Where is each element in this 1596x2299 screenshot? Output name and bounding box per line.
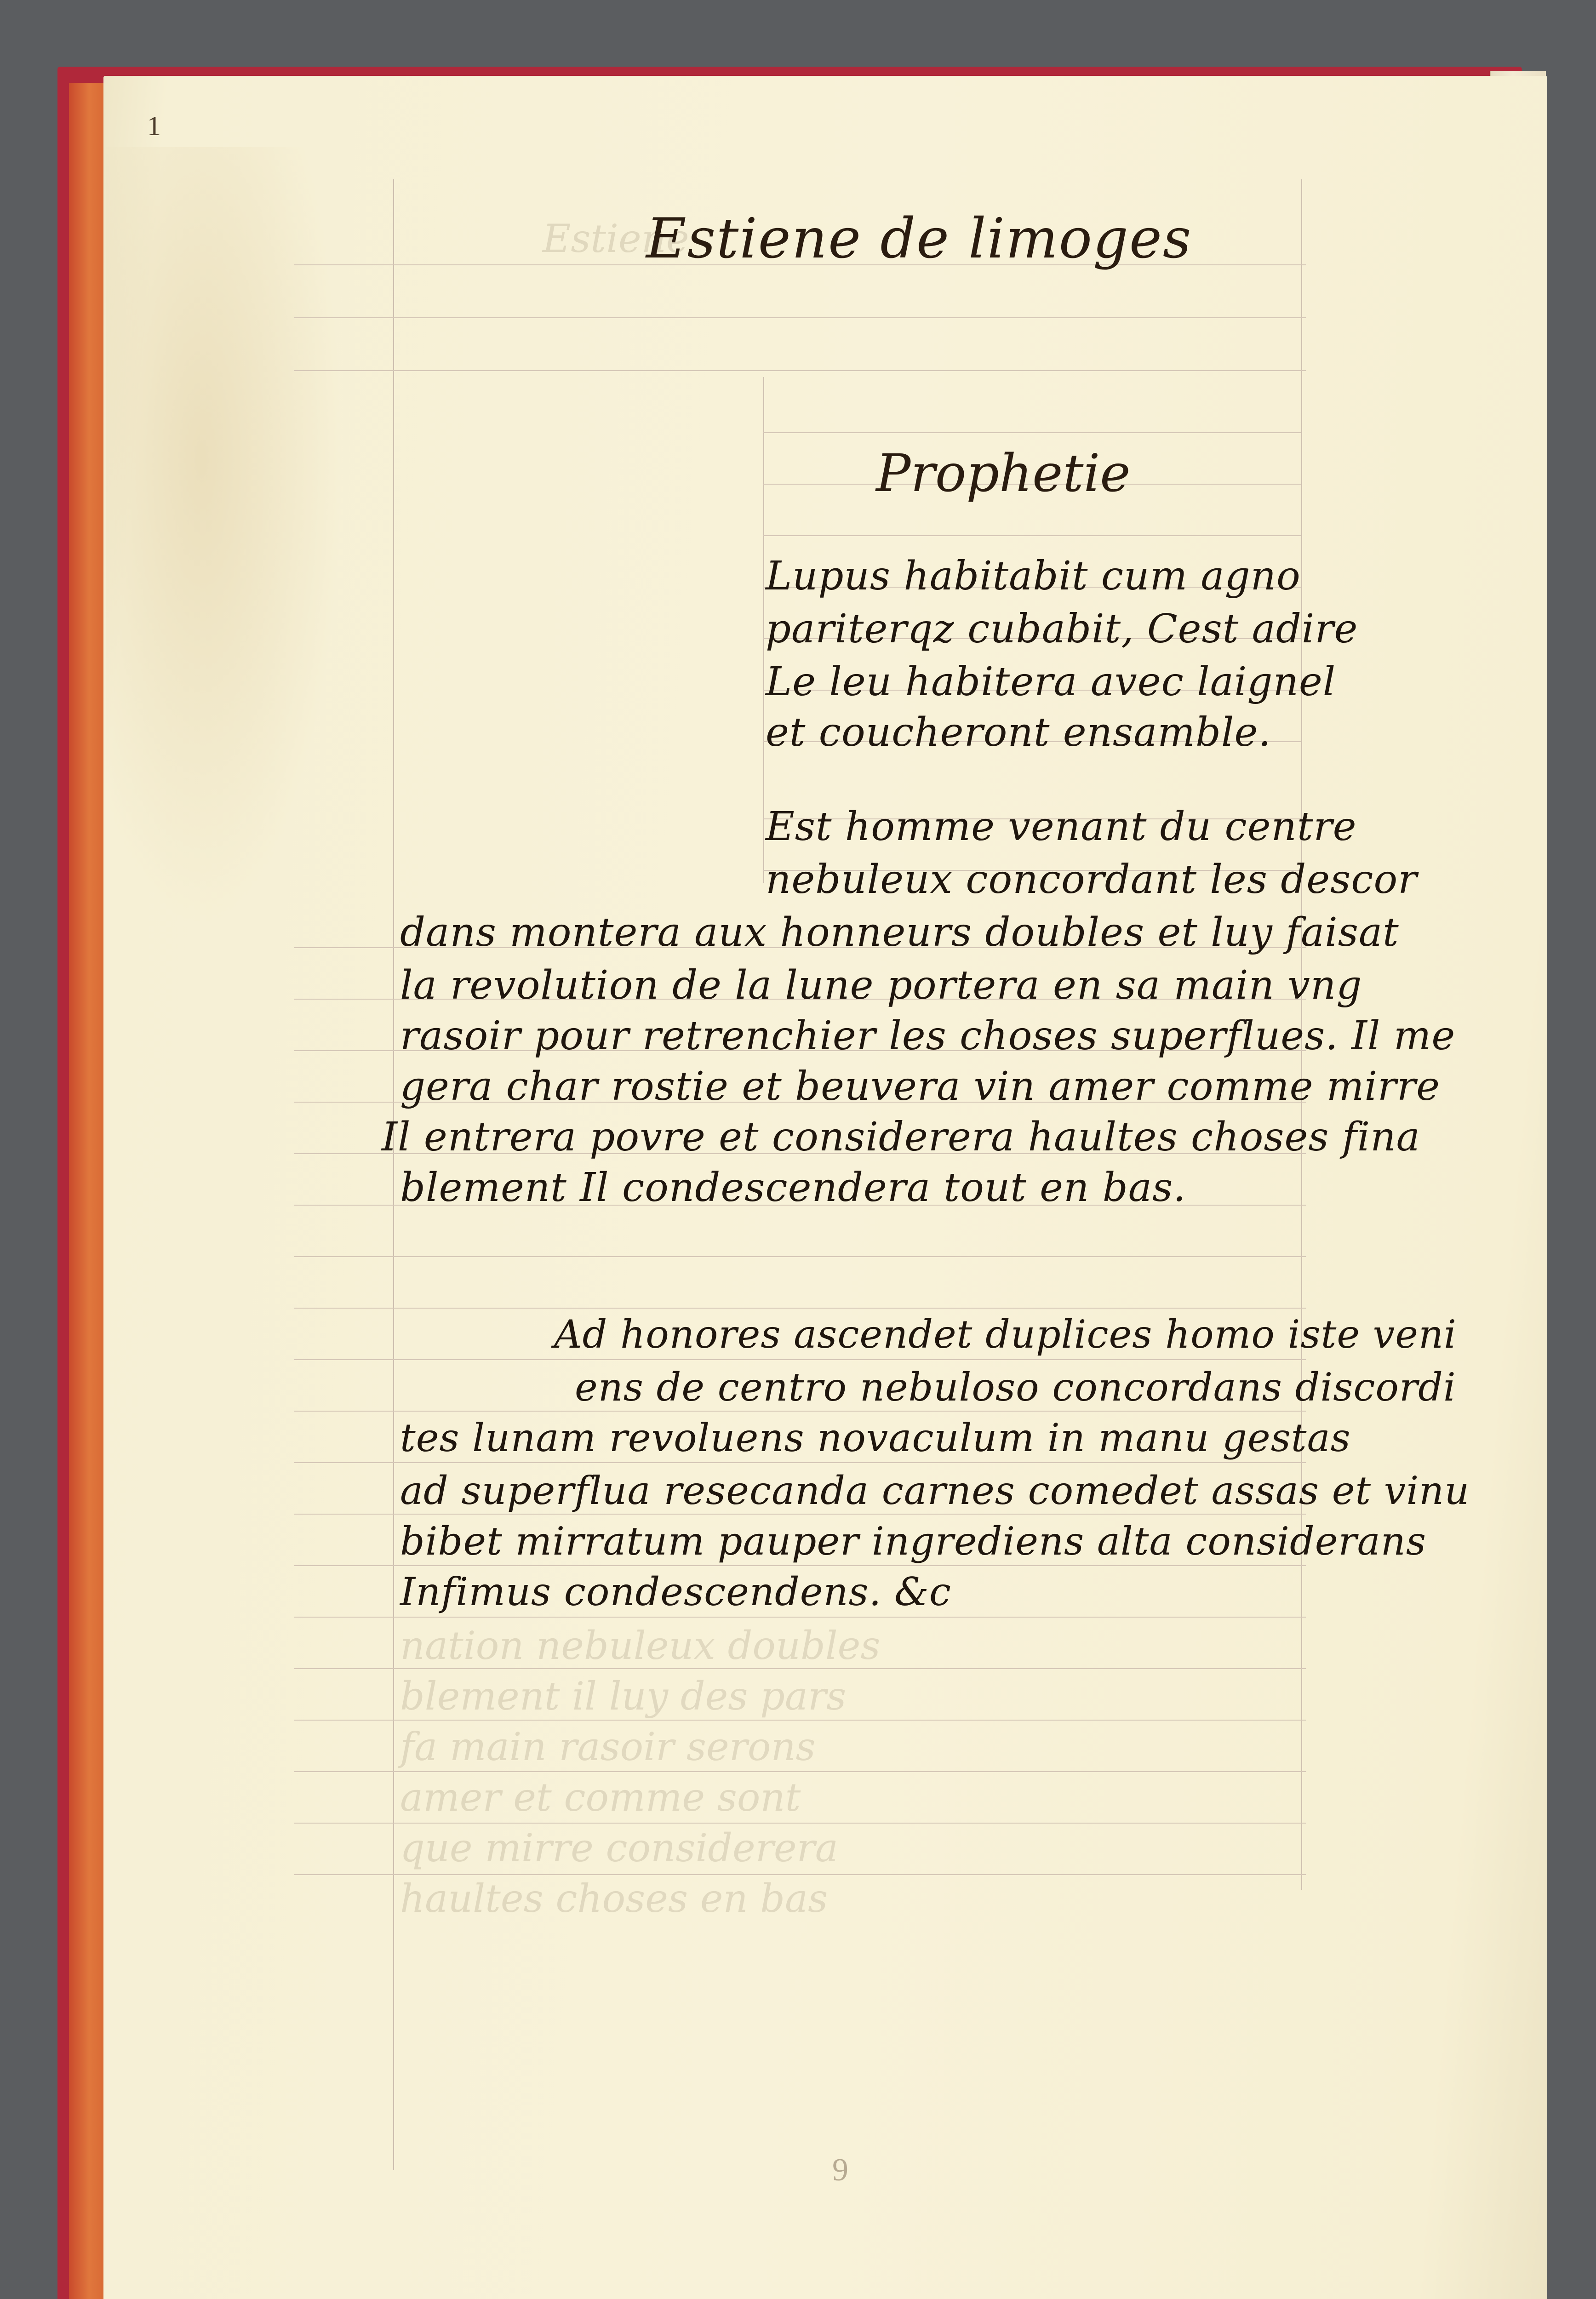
ruled-line [294, 1514, 1306, 1515]
ruled-line [763, 432, 1301, 433]
prophecy-line: la revolution de la lune portera en sa main vng [400, 962, 1362, 1008]
ruled-line [763, 535, 1301, 536]
ruled-line [294, 317, 1306, 318]
prophecy-line: Il entrera povre et considerera haultes choses fina [382, 1114, 1420, 1160]
ruled-line [294, 1823, 1306, 1824]
ruled-line [294, 1720, 1306, 1721]
latin-prophecy-line: Infimus condescendens. &c [400, 1569, 951, 1614]
latin-prophecy-line: bibet mirratum pauper ingrediens alta considerans [400, 1519, 1426, 1564]
folio-mark: 1 [147, 111, 161, 141]
section-heading: Prophetie [876, 444, 1131, 503]
ruled-line [294, 1874, 1306, 1875]
prophecy-line: nebuleux concordant les descor [766, 857, 1418, 903]
left-margin-rule [393, 179, 394, 2170]
prophecy-line: blement Il condescendera tout en bas. [400, 1165, 1186, 1211]
latin-prophecy-line: ens de centro nebuloso concordans discordi [575, 1365, 1456, 1410]
page-heading: Estiene de limoges [646, 207, 1192, 271]
ruled-line [294, 1359, 1306, 1360]
latin-prophecy-line: tes lunam revoluens novaculum in manu gestas [400, 1415, 1351, 1460]
inner-column-rule [763, 377, 764, 883]
latin-prophecy-line: ad superflua resecanda carnes comedet assas et vinu [400, 1468, 1470, 1513]
page-number-mark: 9 [832, 2152, 848, 2188]
ruled-line [294, 1308, 1306, 1309]
ruled-line [294, 1462, 1306, 1463]
translation-line: et coucheront ensamble. [766, 709, 1271, 755]
ruled-line [294, 370, 1306, 371]
ruled-line [294, 1411, 1306, 1412]
translation-line: Le leu habitera avec laignel [766, 659, 1336, 705]
ruled-line [294, 1668, 1306, 1669]
latin-prophecy-line: Ad honores ascendet duplices homo iste veni [554, 1312, 1457, 1357]
latin-verse-line: Lupus habitabit cum agno [766, 553, 1301, 599]
latin-verse-line: pariterqz cubabit, Cest adire [766, 606, 1358, 652]
ruled-line [294, 1565, 1306, 1566]
prophecy-line: dans montera aux honneurs doubles et luy faisat [400, 909, 1399, 955]
manuscript-scan: Estiene nation nebuleux doubles blement il luy des pars fa main rasoir serons amer et comme sont que mirre considerera haultes choses en bas 1 Estiene de limoges Prophetie Lupus habitabit cum agno pariterqz cubabit, Cest adire Le leu habitera avec laignel et coucheront ensamble. Est homme venant du centre nebuleux concordant les descor dans montera aux honneurs doubles et luy faisat la revolution de la lune portera en sa main vng rasoir pour retrenchier les choses superflues. Il me gera char rostie et beuvera vin amer comme mirre Il entrera povre et considerera haultes choses fina blement Il condescendera tout en bas. Ad honores ascendet duplices homo iste veni ens de centro nebuloso concordans discordi tes lunam revoluens novaculum in manu gestas ad superflua resecanda carnes comedet assas et vinu bibet mirratum pauper ingrediens alta considerans Infimus condescendens. &c 9 [0, 0, 1596, 2299]
ruled-line [294, 1256, 1306, 1257]
ruled-line [294, 1771, 1306, 1772]
prophecy-line: Est homme venant du centre [766, 804, 1357, 850]
prophecy-line: rasoir pour retrenchier les choses superflues. Il me [400, 1013, 1456, 1059]
prophecy-line: gera char rostie et beuvera vin amer comme mirre [400, 1064, 1440, 1109]
ruled-line [294, 1617, 1306, 1618]
